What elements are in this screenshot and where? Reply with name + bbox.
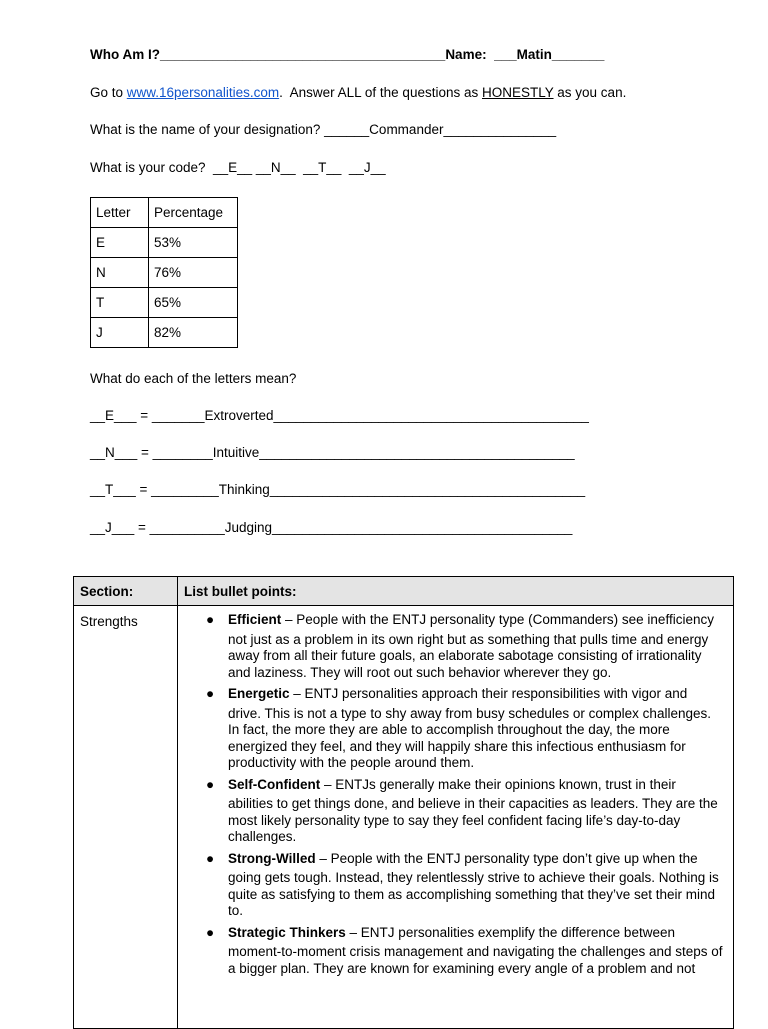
header-percentage: Percentage bbox=[149, 198, 238, 228]
bullet-text: not just as a problem in its own right but as something that pulls time and energy away from all their future goals, an elaborate sabotage consisting of irrationality and laziness. They will root out such behavior wherever they go. bbox=[228, 631, 709, 680]
personalities-link[interactable]: www.16personalities.com bbox=[126, 85, 280, 100]
bullet-term: Self-Confident bbox=[228, 776, 321, 792]
instructions-emphasis: HONESTLY bbox=[482, 85, 554, 100]
letter-cell: E bbox=[91, 228, 149, 258]
strengths-row bbox=[74, 606, 734, 1029]
bullet-line1: – ENTJ personalities exemplify the difference between bbox=[345, 924, 675, 940]
bullet-line1: – People with the ENTJ personality type don’t give up when the bbox=[315, 850, 698, 866]
list-item bbox=[206, 850, 725, 920]
bullets-cell bbox=[178, 606, 734, 1029]
section-header: Section: bbox=[74, 577, 178, 606]
bullet-term: Strategic Thinkers bbox=[228, 924, 346, 940]
percentage-cell: 82% bbox=[149, 318, 238, 348]
bullet-term: Efficient bbox=[228, 612, 282, 627]
percentage-cell: 65% bbox=[149, 288, 238, 318]
bullet-term: Energetic bbox=[228, 686, 290, 701]
bullet-list bbox=[178, 606, 733, 977]
bullet-icon: ● bbox=[206, 850, 215, 866]
code-table bbox=[90, 197, 238, 348]
table-row bbox=[91, 228, 238, 258]
list-item bbox=[206, 686, 725, 772]
meaning-t: __T___ = _________Thinking__________________________________________ bbox=[90, 482, 586, 497]
title-rule: ______________________________________ bbox=[160, 47, 446, 62]
table-row bbox=[91, 318, 238, 348]
code-table-header bbox=[91, 198, 238, 228]
percentage-cell: 53% bbox=[149, 228, 238, 258]
instructions bbox=[90, 85, 626, 100]
sections-table bbox=[73, 576, 734, 1029]
table-row bbox=[91, 288, 238, 318]
header-letter: Letter bbox=[91, 198, 149, 228]
title-label: Who Am I? bbox=[90, 47, 160, 62]
bullets-header: List bullet points: bbox=[178, 577, 734, 606]
bullet-line1: – People with the ENTJ personality type (Commanders) see inefficiency bbox=[281, 612, 714, 627]
name-value: ___Matin_______ bbox=[494, 47, 605, 62]
table-row bbox=[91, 258, 238, 288]
bullet-icon: ● bbox=[206, 686, 215, 701]
meaning-j: __J___ = __________Judging________________________________________ bbox=[90, 520, 573, 535]
letter-cell: J bbox=[91, 318, 149, 348]
meaning-e: __E___ = _______Extroverted__________________________________________ bbox=[90, 408, 589, 423]
bullet-text: moment-to-moment crisis management and navigating the challenges and steps of a bigger plan. They are known for examining every angle of a problem and not bbox=[228, 944, 723, 976]
bullet-line1: – ENTJs generally make their opinions known, trust in their bbox=[320, 776, 676, 792]
bullet-line1: – ENTJ personalities approach their responsibilities with vigor and bbox=[289, 686, 688, 701]
sections-header-row bbox=[74, 577, 734, 606]
bullet-icon: ● bbox=[206, 776, 215, 792]
instructions-suffix: as you can. bbox=[553, 85, 627, 100]
percentage-cell: 76% bbox=[149, 258, 238, 288]
list-item bbox=[206, 776, 725, 846]
list-item bbox=[206, 612, 725, 681]
bullet-icon: ● bbox=[206, 612, 215, 627]
meaning-n: __N___ = ________Intuitive__________________________________________ bbox=[90, 445, 575, 460]
section-name: Strengths bbox=[74, 606, 178, 1029]
letters-question: What do each of the letters mean? bbox=[90, 371, 297, 386]
instructions-prefix: Go to bbox=[90, 85, 127, 100]
letter-cell: T bbox=[91, 288, 149, 318]
header-line bbox=[90, 47, 604, 62]
bullet-text: going gets tough. Instead, they relentlessly strive to achieve their goals. Nothing is quite as satisfying to them as accomplishing something that they’ve set their mind to. bbox=[228, 870, 719, 918]
bullet-icon: ● bbox=[206, 924, 215, 940]
bullet-term: Strong-Willed bbox=[228, 850, 316, 866]
designation-question: What is the name of your designation? ______Commander_______________ bbox=[90, 122, 557, 137]
code-question: What is your code? __E__ __N__ __T__ __J__ bbox=[90, 160, 386, 175]
letter-cell: N bbox=[91, 258, 149, 288]
bullet-text: abilities to get things done, and believe in their capacities as leaders. They are the most likely personality type to say they feel confident facing life’s day-to-day challenges. bbox=[228, 796, 718, 844]
bullet-text: drive. This is not a type to shy away from busy schedules or complex challenges. In fact, the more they are able to accomplish throughout the day, the more energized they feel, and they will happily share this infectious enthusiasm for productivity with the people around them. bbox=[228, 705, 711, 770]
name-label: Name: bbox=[445, 47, 487, 62]
instructions-middle: . Answer ALL of the questions as bbox=[279, 85, 482, 100]
list-item bbox=[206, 924, 725, 978]
